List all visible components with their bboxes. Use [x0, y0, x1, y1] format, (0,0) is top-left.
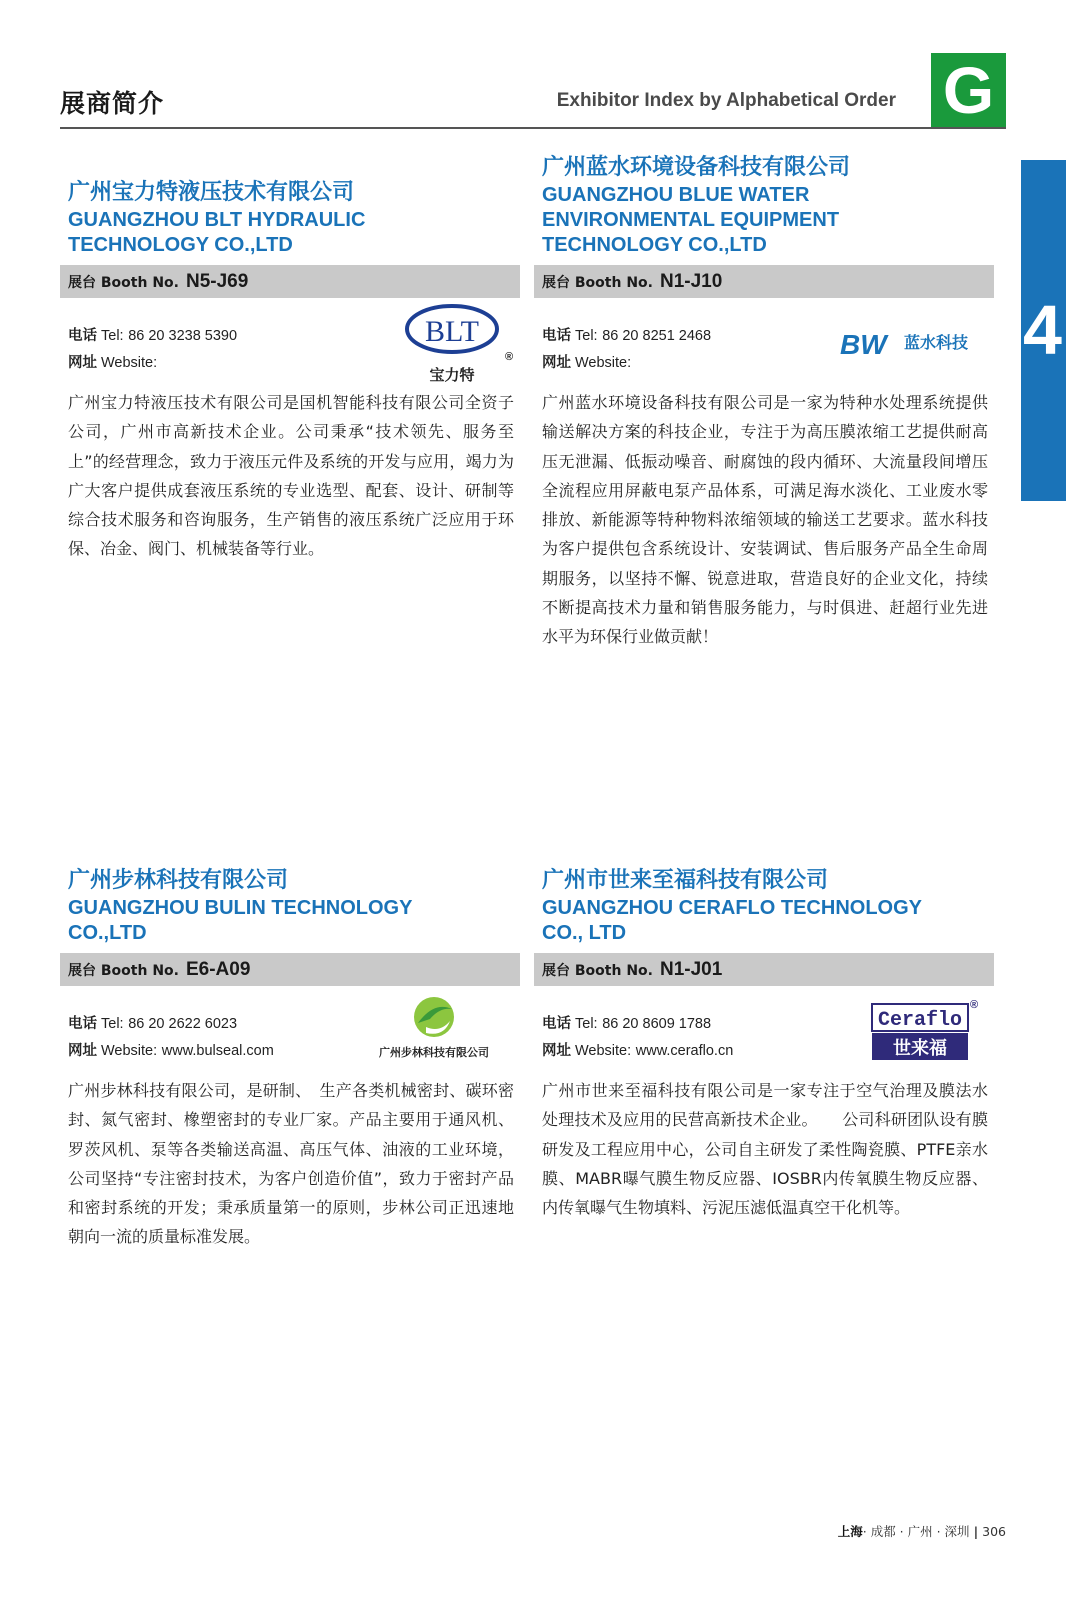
tel-value: 86 20 8251 2468: [602, 328, 712, 344]
booth-label: 展台 Booth No.: [68, 274, 179, 291]
booth-bar: [534, 953, 994, 986]
website-value[interactable]: www.ceraflo.cn: [635, 1043, 734, 1059]
tel-line: 电话 Tel: 86 20 2622 6023: [68, 1016, 238, 1032]
page-footer: [838, 1522, 1006, 1540]
tel-value: 86 20 8609 1788: [602, 1016, 712, 1032]
company-name-cn: 广州市世来至福科技有限公司: [542, 868, 829, 893]
exhibitor-card-blt: [60, 178, 520, 564]
ceraflo-logo: [864, 996, 980, 1062]
exhibitor-card-bulin: [60, 866, 520, 1252]
svg-text:®: ®: [505, 351, 514, 363]
bulin-logo: [360, 993, 510, 1063]
tel-line: 电话 Tel: 86 20 8609 1788: [542, 1016, 712, 1032]
booth-number: N1-J10: [659, 270, 723, 292]
section-number: 4: [1023, 291, 1062, 369]
booth-number: N5-J69: [185, 270, 249, 292]
page-number: 306: [982, 1524, 1006, 1539]
company-name-en-line: ENVIRONMENTAL EQUIPMENT: [542, 209, 840, 231]
footer-city-main: 上海: [837, 1524, 863, 1539]
company-name-en-line: GUANGZHOU BLT HYDRAULIC: [68, 209, 366, 231]
tel-line: 电话 Tel: 86 20 3238 5390: [68, 328, 238, 344]
booth-bar: [60, 953, 520, 986]
company-name-en-line: CO.,LTD: [68, 922, 147, 944]
svg-text:BLT: BLT: [425, 315, 479, 348]
footer-cities: · 成都 · 广州 · 深圳: [862, 1524, 970, 1539]
booth-bar: [60, 265, 520, 298]
website-line: 网址 Website: www.ceraflo.cn: [542, 1043, 734, 1059]
company-description: 广州市世来至福科技有限公司是一家专注于空气治理及膜法水处理技术及应用的民营高新技术企业。 公司科研团队设有膜研发及工程应用中心，公司自主研发了柔性陶瓷膜、PTFE亲水膜、MABR曝气膜生物反应器、IOSBR内传氧膜生物反应器、内传氧曝气生物填料、污泥压滤低温真空干化机等。: [542, 1081, 988, 1218]
website-line: 网址 Website:: [68, 355, 158, 371]
website-value[interactable]: www.bulseal.com: [161, 1043, 274, 1059]
svg-text:®: ®: [970, 999, 979, 1011]
booth-number: E6-A09: [185, 958, 251, 980]
company-name-en-line: GUANGZHOU BLUE WATER: [542, 184, 810, 206]
website-line: 网址 Website:: [542, 355, 632, 371]
company-name-en-line: TECHNOLOGY CO.,LTD: [68, 234, 293, 256]
tel-value: 86 20 2622 6023: [128, 1016, 238, 1032]
footer-separator: |: [973, 1524, 979, 1539]
blt-logo: [402, 300, 514, 382]
website-line: 网址 Website: www.bulseal.com: [68, 1043, 274, 1059]
page-subtitle: Exhibitor Index by Alphabetical Order: [556, 90, 896, 111]
bluewater-logo: [838, 328, 978, 360]
company-name-en-line: GUANGZHOU CERAFLO TECHNOLOGY: [542, 897, 922, 919]
svg-text:BW: BW: [840, 329, 887, 360]
booth-label: 展台 Booth No.: [68, 962, 179, 979]
company-name-en-line: GUANGZHOU BULIN TECHNOLOGY: [68, 897, 413, 919]
tel-value: 86 20 3238 5390: [128, 328, 238, 344]
company-name-cn: 广州蓝水环境设备科技有限公司: [542, 155, 851, 180]
company-description: 广州蓝水环境设备科技有限公司是一家为特种水处理系统提供输送解决方案的科技企业，专注于为高压膜浓缩工艺提供耐高压无泄漏、低振动噪音、耐腐蚀的段内循环、大流量段间增压全流程应用屏蔽电泵产品体系，可满足海水淡化、工业废水零排放、新能源等特种物料浓缩领域的输送工艺要求。蓝水科技为客户提供包含系统设计、安装调试、售后服务产品全生命周期服务，以坚持不懈、锐意进取，营造良好的企业文化，持续不断提高技术力量和销售服务能力，与时俱进、赶超行业先进水平为环保行业做贡献！: [542, 393, 988, 647]
company-name-en-line: CO., LTD: [542, 922, 627, 944]
tel-line: 电话 Tel: 86 20 8251 2468: [542, 328, 712, 344]
booth-label: 展台 Booth No.: [542, 962, 653, 979]
company-description: 广州步林科技有限公司，是研制、 生产各类机械密封、碳环密封、氮气密封、橡塑密封的专业厂家。产品主要用于通风机、罗茨风机、泵等各类输送高温、高压气体、油液的工业环境，公司坚持“专注密封技术，为客户创造价值”，致力于密封产品和密封系统的开发；秉承质量第一的原则，步林公司正迅速地朝向一流的质量标准发展。: [68, 1081, 514, 1247]
page-title: 展商简介: [60, 89, 165, 118]
header-divider: [60, 127, 1006, 129]
svg-text:Ceraflo: Ceraflo: [877, 1009, 963, 1032]
svg-text:宝力特: 宝力特: [429, 366, 475, 382]
booth-label: 展台 Booth No.: [542, 274, 653, 291]
exhibitor-card-ceraflo: [534, 866, 994, 1222]
booth-number: N1-J01: [659, 958, 723, 980]
booth-bar: [534, 265, 994, 298]
index-letter-badge: G: [931, 53, 1006, 127]
svg-text:广州步林科技有限公司: 广州步林科技有限公司: [379, 1046, 489, 1059]
company-description: 广州宝力特液压技术有限公司是国机智能科技有限公司全资子公司，广州市高新技术企业。公司秉承“技术领先、服务至上”的经营理念，致力于液压元件及系统的开发与应用，竭力为广大客户提供成套液压系统的专业选型、配套、设计、研制等综合技术服务和咨询服务，生产销售的液压系统广泛应用于环保、冶金、阀门、机械装备等行业。: [68, 393, 514, 559]
company-name-cn: 广州步林科技有限公司: [68, 868, 289, 893]
company-name-en-line: TECHNOLOGY CO.,LTD: [542, 234, 767, 256]
svg-text:蓝水科技: 蓝水科技: [904, 333, 969, 352]
exhibitor-card-bluewater: [534, 153, 994, 652]
svg-text:世来福: 世来福: [893, 1038, 947, 1059]
company-name-cn: 广州宝力特液压技术有限公司: [68, 180, 355, 205]
